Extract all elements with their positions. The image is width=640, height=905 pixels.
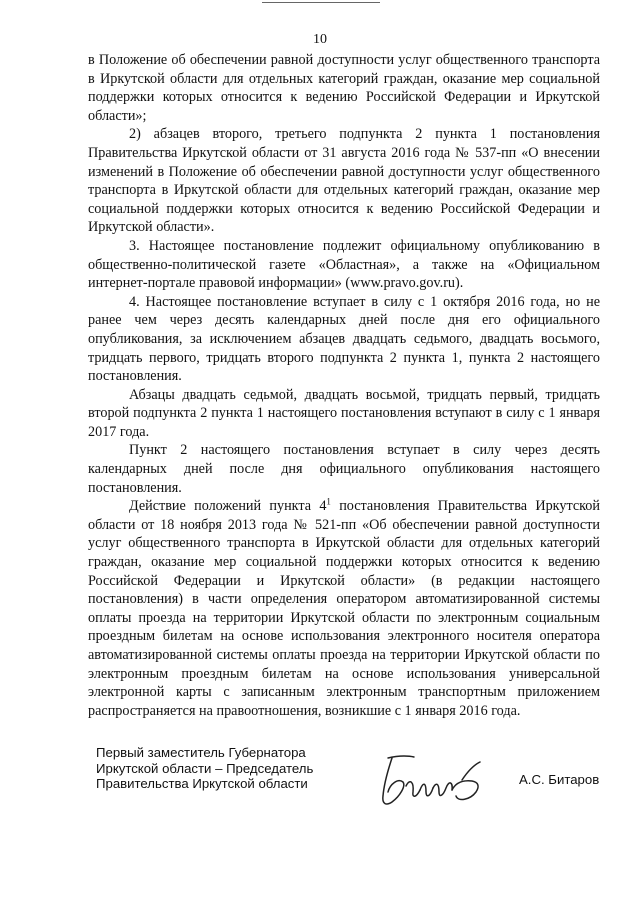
superscript-mark: 1 [326, 496, 331, 507]
paragraph-effect-start: Действие положений пункта 4 [129, 498, 327, 515]
paragraph-item-2: 2) абзацев второго, третьего подпункта 2 пункта 1 постановления Правительства Иркутской области от 31 августа 2016 года № 537-пп «О внесении изменений в Положение об обеспечении равной доступности услуг общественного транспорта в Иркутской области для отдельных категорий граждан, оказание мер социальной поддержки которых относится к ведению Российской Федерации и Иркутской области». [88, 126, 600, 236]
paragraph-continuation: в Положение об обеспечении равной доступности услуг общественного транспорта в Иркутской области для отдельных категорий граждан, оказание мер социальной поддержки которых относится к ведению Российской Федерации и Иркутской области»; [88, 52, 600, 124]
paragraph-effect-rest: постановления Правительства Иркутской области от 18 ноября 2013 года № 521-пп «Об обеспечении равной доступности услуг общественного транспорта в Иркутской области для отдельных категорий граждан, оказание мер социальной поддержки которых относится к ведению Российской Федерации и Иркутской области» (в редакции настоящего постановления) в части определения оператором автоматизированной системы оплаты проезда на территории Иркутской области по электронным социальным проездным билетам на основе использования электронного носителя оператора автоматизированной системы оплаты проезда на территории Иркутской области по электронным проездным билетам на основе использования универсальной электронной карты с записанным электронным транспортным приложением распространяется на правоотношения, возникшие с 1 января 2016 года. [88, 498, 600, 719]
paragraph-item-3: 3. Настоящее постановление подлежит официальному опубликованию в общественно-политической газете «Областная», а также на «Официальном интернет-портале правовой информации» (www.pravo.gov.ru). [88, 237, 600, 292]
paragraph-paragraphs-effective: Абзацы двадцать седьмой, двадцать восьмой, тридцать первый, тридцать второй подпункта 2 пункта 1 настоящего постановления вступают в силу с 1 января 2017 года. [88, 386, 600, 440]
document-body [88, 51, 600, 720]
page-number: 10 [313, 32, 327, 47]
paragraph-effect-of-provisions [88, 497, 600, 720]
signer-name: А.С. Битаров [519, 772, 600, 787]
signatory-title-line: Правительства Иркутской области [96, 776, 308, 792]
signatory-title-line: Первый заместитель Губернатора [96, 745, 306, 760]
top-rule [262, 2, 380, 3]
paragraph-item-4: 4. Настоящее постановление вступает в силу с 1 октября 2016 года, но не ранее чем через десять календарных дней после дня его официального опубликования, за исключением абзацев двадцать седьмого, двадцать восьмого, тридцать первого, тридцать второго подпункта 2 пункта 1, пункта 2 настоящего постановления. [88, 293, 600, 385]
signatory-title-line: Иркутской области – Председатель [96, 760, 314, 776]
paragraph-point-2-effective: Пункт 2 настоящего постановления вступает в силу через десять календарных дней после дня официального опубликования настоящего постановления. [88, 442, 600, 496]
handwritten-signature [376, 752, 494, 816]
signatory-title [96, 745, 356, 792]
